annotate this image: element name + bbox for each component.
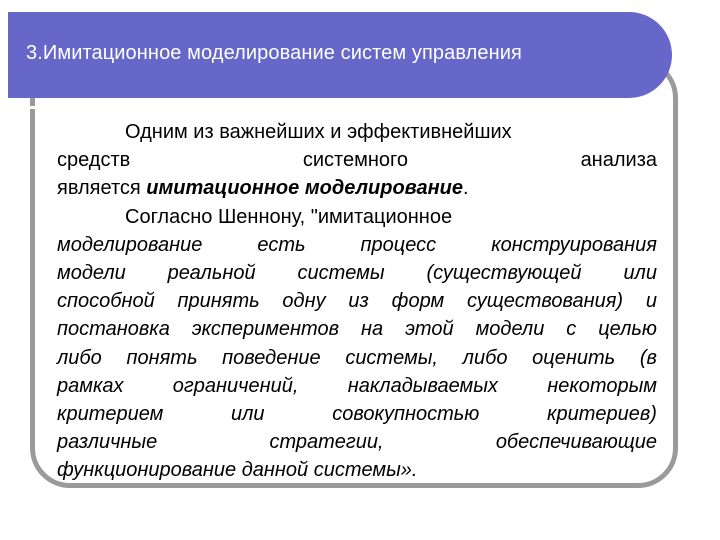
paragraph2-line6 [57,344,657,372]
word: форм [391,290,445,313]
word: критерием [57,402,164,425]
word: постановка [57,318,170,341]
word: оценить [532,346,616,369]
word: системы [297,261,385,284]
word: существования) [467,290,624,313]
paragraph2-line9 [57,428,657,456]
word: анализа [580,149,657,172]
word: и [645,290,657,313]
word: поведение [222,346,321,369]
title-bar [8,12,672,98]
paragraph2-line7 [57,372,657,400]
word: обеспечивающие [495,431,657,454]
word: способной [57,290,155,313]
title-underline [18,106,644,109]
word: или [231,402,265,425]
word: совокупностью [332,402,480,425]
word: (в [639,346,657,369]
slide-body [57,118,657,484]
word: процесс [360,233,437,256]
paragraph2-line4 [57,287,657,315]
word: ограничений, [172,374,299,397]
word: с [566,318,577,341]
word: целью [598,318,657,341]
word: модели [475,318,545,341]
word: либо [462,346,508,369]
paragraph2-line10: функционирование данной системы». [57,459,418,482]
word: реальной [167,261,256,284]
word: стратегии, [269,431,384,454]
word: принять [177,290,260,313]
word: либо [57,346,102,369]
word: есть [257,233,306,256]
word: экспериментов [191,318,340,341]
slide-title: 3.Имитационное моделирование систем управления [26,42,522,64]
word: различные [57,431,158,454]
word: модели [57,261,126,284]
paragraph2-line3 [57,259,657,287]
paragraph1-line1: Одним из важнейших и эффективнейших [125,121,512,143]
word: одну [282,290,326,313]
word: некоторым [547,374,657,397]
word: системного [302,149,408,172]
word: критериев) [547,402,657,425]
paragraph1-line3-suffix: . [463,177,469,200]
paragraph2-line1: Согласно Шеннону, "имитационное [125,205,453,228]
word: рамках [57,374,124,397]
paragraph1-emphasis: имитационное моделирование [146,177,464,200]
word: системы, [345,346,438,369]
word: средств [57,149,131,172]
word: (существующей [426,261,582,284]
word: этой [405,318,454,341]
word: понять [126,346,198,369]
paragraph1-line3-prefix: является [57,177,147,200]
paragraph2-line2 [57,231,657,259]
paragraph2-line8 [57,400,657,428]
word: накладываемых [347,374,498,397]
paragraph1-line3 [57,174,657,202]
paragraph1-line2 [57,146,657,174]
paragraph2-line5 [57,315,657,343]
word: или [623,261,657,284]
word: конструирования [491,233,657,256]
word: из [348,290,369,313]
word: моделирование [57,233,203,256]
word: на [361,318,384,341]
